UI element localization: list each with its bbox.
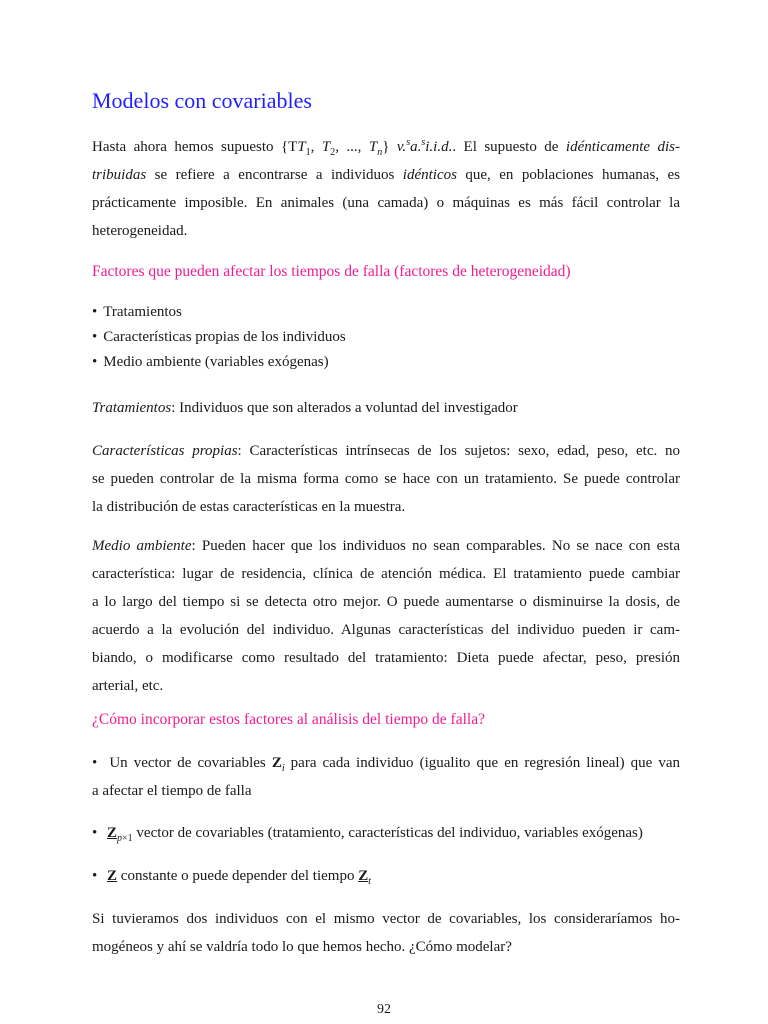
tratamientos-term: Tratamientos bbox=[92, 400, 172, 416]
intro-line2-post: que, en poblaciones humanas, es bbox=[456, 167, 680, 183]
intro-text-mid: } bbox=[382, 139, 397, 155]
item-2-text: vector de covariables (tratamiento, características del individuo, variables exógenas) bbox=[132, 825, 643, 841]
intro-text-post: . El supuesto de bbox=[452, 139, 566, 155]
factor-list bbox=[92, 300, 680, 375]
medio-line-4: acuerdo a la evolución del individuo. Algunas características del individuo pueden ir cam- bbox=[92, 622, 680, 638]
page-number: 92 bbox=[377, 1002, 391, 1017]
iid-part-3: i.i.d. bbox=[425, 139, 453, 155]
item-covariate-time bbox=[92, 862, 680, 890]
caracteristicas-line-2: se pueden controlar de la misma forma como se hace con un tratamiento. Se puede controlar bbox=[92, 471, 680, 487]
list-item: • Tratamientos bbox=[92, 300, 680, 325]
list-item: • Características propias de los individuos bbox=[92, 325, 680, 350]
iid-part-1: v. bbox=[396, 139, 407, 155]
item-covariate-vector bbox=[92, 749, 680, 805]
item-2-line: • $Z_{p\times 1}$ vector de covariables (tratamiento, características del individuo, variables exógenas) bbox=[92, 819, 680, 847]
intro-line-3: prácticamente imposible. En animales (una camada) o máquinas es más fácil controlar la bbox=[92, 195, 680, 211]
list-item: • Medio ambiente (variables exógenas) bbox=[92, 350, 680, 375]
item-3-line: • Z constante o puede depender del tiempo $Z_t$ bbox=[92, 862, 680, 890]
caracteristicas-term: Características propias bbox=[92, 443, 238, 459]
intro-line-2 bbox=[92, 161, 680, 189]
caracteristicas-text-1: : Características intrínsecas de los sujetos: sexo, edad, peso, etc. no bbox=[237, 443, 680, 459]
heading-factors bbox=[92, 258, 680, 286]
closing-line-1: Si tuvieramos dos individuos con el mismo vector de covariables, los consideraríamos ho- bbox=[92, 911, 680, 927]
medio-line-5: biando, o modificarse como resultado del tratamiento: Dieta puede afectar, peso, presión bbox=[92, 650, 680, 666]
medio-paragraph bbox=[92, 532, 680, 700]
intro-line-1: Hasta ahora hemos supuesto {$TT_1$, $T_2$, ..., $T_n$} v.$^s$a.$^s$i.i.d.. El supuesto de idénticamente dis- bbox=[92, 137, 680, 158]
item-covariate-dim bbox=[92, 819, 680, 847]
medio-line-2: característica: lugar de residencia, clínica de atención médica. El tratamiento puede cambiar bbox=[92, 566, 680, 582]
intro-emphasis-3: idénticos bbox=[402, 167, 457, 183]
item-1-pre: Un vector de covariables bbox=[109, 755, 272, 771]
medio-term: Medio ambiente bbox=[92, 538, 192, 554]
heading-factors-text: Factores que pueden afectar los tiempos de falla (factores de heterogeneidad) bbox=[92, 263, 571, 280]
item-1-line-2: a afectar el tiempo de falla bbox=[92, 783, 252, 799]
medio-line-6: arterial, etc. bbox=[92, 678, 164, 694]
medio-line-3: a lo largo del tiempo si se detecta otro mejor. O puede aumentarse o disminuirse la dosis, de bbox=[92, 594, 680, 610]
caracteristicas-paragraph bbox=[92, 437, 680, 521]
intro-text: Hasta ahora hemos supuesto {T bbox=[92, 139, 298, 155]
item-3-text: constante o puede depender del tiempo bbox=[117, 868, 359, 884]
medio-text-1: : Pueden hacer que los individuos no sean comparables. No se nace con esta bbox=[191, 538, 680, 554]
tratamientos-paragraph bbox=[92, 394, 680, 422]
intro-line-4: heterogeneidad. bbox=[92, 223, 188, 239]
intro-emphasis-1: idénticamente dis- bbox=[565, 139, 680, 155]
intro-emphasis-2: tribuidas bbox=[92, 167, 147, 183]
tratamientos-text: : Individuos que son alterados a voluntad del investigador bbox=[171, 400, 518, 416]
closing-paragraph bbox=[92, 905, 680, 961]
medio-line-1 bbox=[92, 532, 680, 560]
caracteristicas-line-1 bbox=[92, 437, 680, 465]
iid-part-2: a. bbox=[410, 139, 422, 155]
item-1-line-1: • Un vector de covariables $Z_i$ para cada individuo (igualito que en regresión lineal) que van bbox=[92, 749, 680, 777]
caracteristicas-line-3: la distribución de estas características en la muestra. bbox=[92, 499, 406, 515]
intro-line2-text: se refiere a encontrarse a individuos bbox=[146, 167, 403, 183]
section-title: Modelos con covariables bbox=[92, 88, 312, 113]
heading-how bbox=[92, 706, 680, 734]
closing-line-2: mogéneos y ahí se valdría todo lo que hemos hecho. ¿Cómo modelar? bbox=[92, 939, 512, 955]
item-1-post: para cada individuo (igualito que en regresión lineal) que van bbox=[284, 755, 680, 771]
tratamientos-line bbox=[92, 394, 680, 422]
heading-how-text: ¿Cómo incorporar estos factores al análisis del tiempo de falla? bbox=[92, 711, 485, 728]
intro-paragraph bbox=[92, 133, 680, 245]
